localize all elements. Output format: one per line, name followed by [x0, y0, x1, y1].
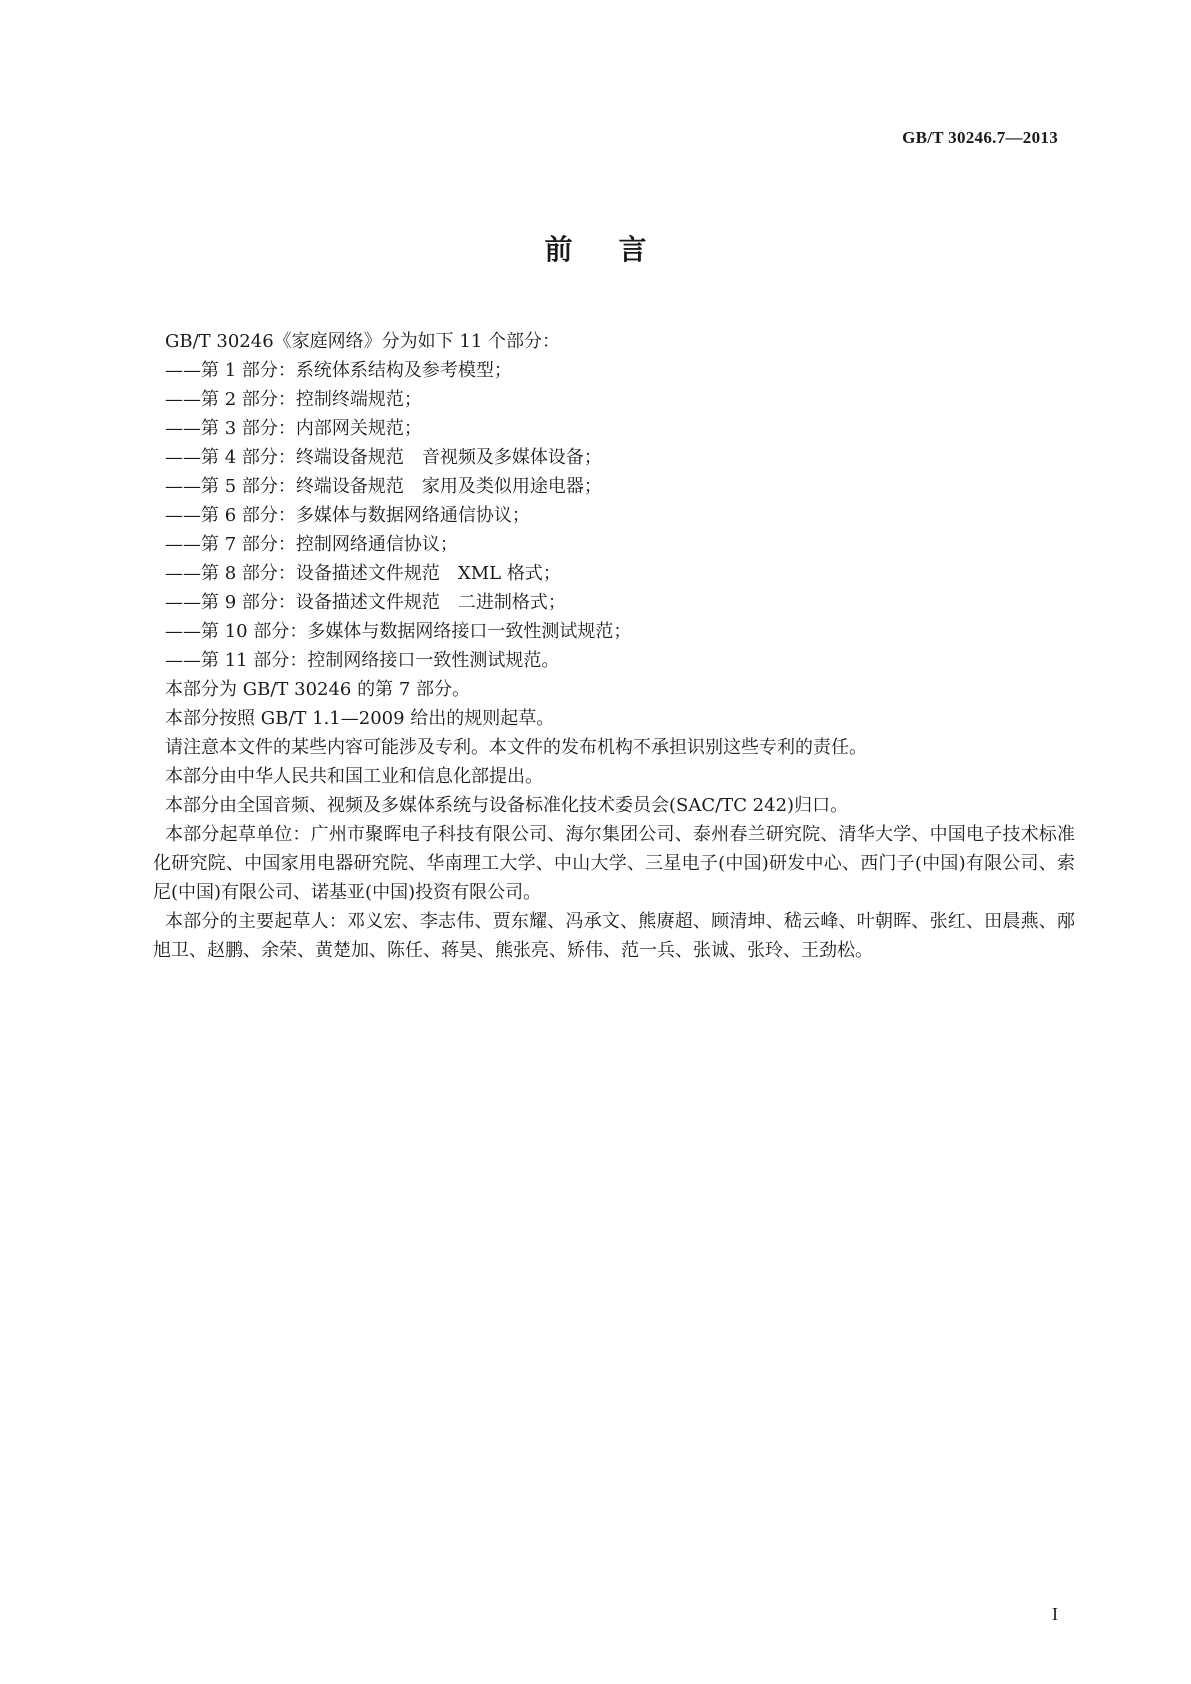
part-item-5: ——第 5 部分：终端设备规范 家用及类似用途电器； — [165, 476, 602, 497]
part-item-6: ——第 6 部分：多媒体与数据网络通信协议； — [165, 505, 530, 526]
part-item-4: ——第 4 部分：终端设备规范 音视频及多媒体设备； — [165, 447, 602, 468]
statement-part-number: 本部分为 GB/T 30246 的第 7 部分。 — [165, 679, 470, 700]
part-item-1: ——第 1 部分：系统体系结构及参考模型； — [165, 360, 512, 381]
drafting-units-paragraph: 本部分起草单位：广州市聚晖电子科技有限公司、海尔集团公司、泰州春兰研究院、清华大学、中国电子技术标准化研究院、中国家用电器研究院、华南理工大学、中山大学、三星电子(中国)研发中心、西门子(中国)有限公司、索尼(中国)有限公司、诺基亚(中国)投资有限公司。 — [153, 824, 1075, 903]
part-item-9: ——第 9 部分：设备描述文件规范 二进制格式； — [165, 592, 566, 613]
page-title: 前言 — [544, 233, 693, 266]
page-number: I — [1052, 1604, 1058, 1624]
standard-code: GB/T 30246.7—2013 — [902, 128, 1058, 147]
foreword-body — [153, 327, 1075, 965]
part-item-2: ——第 2 部分：控制终端规范； — [165, 389, 422, 410]
statement-administrator: 本部分由全国音频、视频及多媒体系统与设备标准化技术委员会(SAC/TC 242)归口。 — [165, 795, 849, 816]
part-item-7: ——第 7 部分：控制网络通信协议； — [165, 534, 458, 555]
statement-proposer: 本部分由中华人民共和国工业和信息化部提出。 — [165, 766, 543, 787]
statement-patent-notice: 请注意本文件的某些内容可能涉及专利。本文件的发布机构不承担识别这些专利的责任。 — [165, 737, 867, 758]
statement-drafting-rules: 本部分按照 GB/T 1.1—2009 给出的规则起草。 — [165, 708, 555, 729]
part-item-3: ——第 3 部分：内部网关规范； — [165, 418, 422, 439]
part-item-10: ——第 10 部分：多媒体与数据网络接口一致性测试规范； — [165, 621, 632, 642]
part-item-8: ——第 8 部分：设备描述文件规范 XML 格式； — [165, 563, 561, 584]
part-item-11: ——第 11 部分：控制网络接口一致性测试规范。 — [165, 650, 560, 671]
drafters-paragraph: 本部分的主要起草人：邓义宏、李志伟、贾东耀、冯承文、熊赓超、顾清坤、嵇云峰、叶朝晖、张红、田晨燕、邴旭卫、赵鹏、余荣、黄楚加、陈任、蒋昊、熊张亮、矫伟、范一兵、张诚、张玲、王劲松。 — [153, 911, 1075, 961]
intro-line: GB/T 30246《家庭网络》分为如下 11 个部分： — [165, 331, 561, 352]
